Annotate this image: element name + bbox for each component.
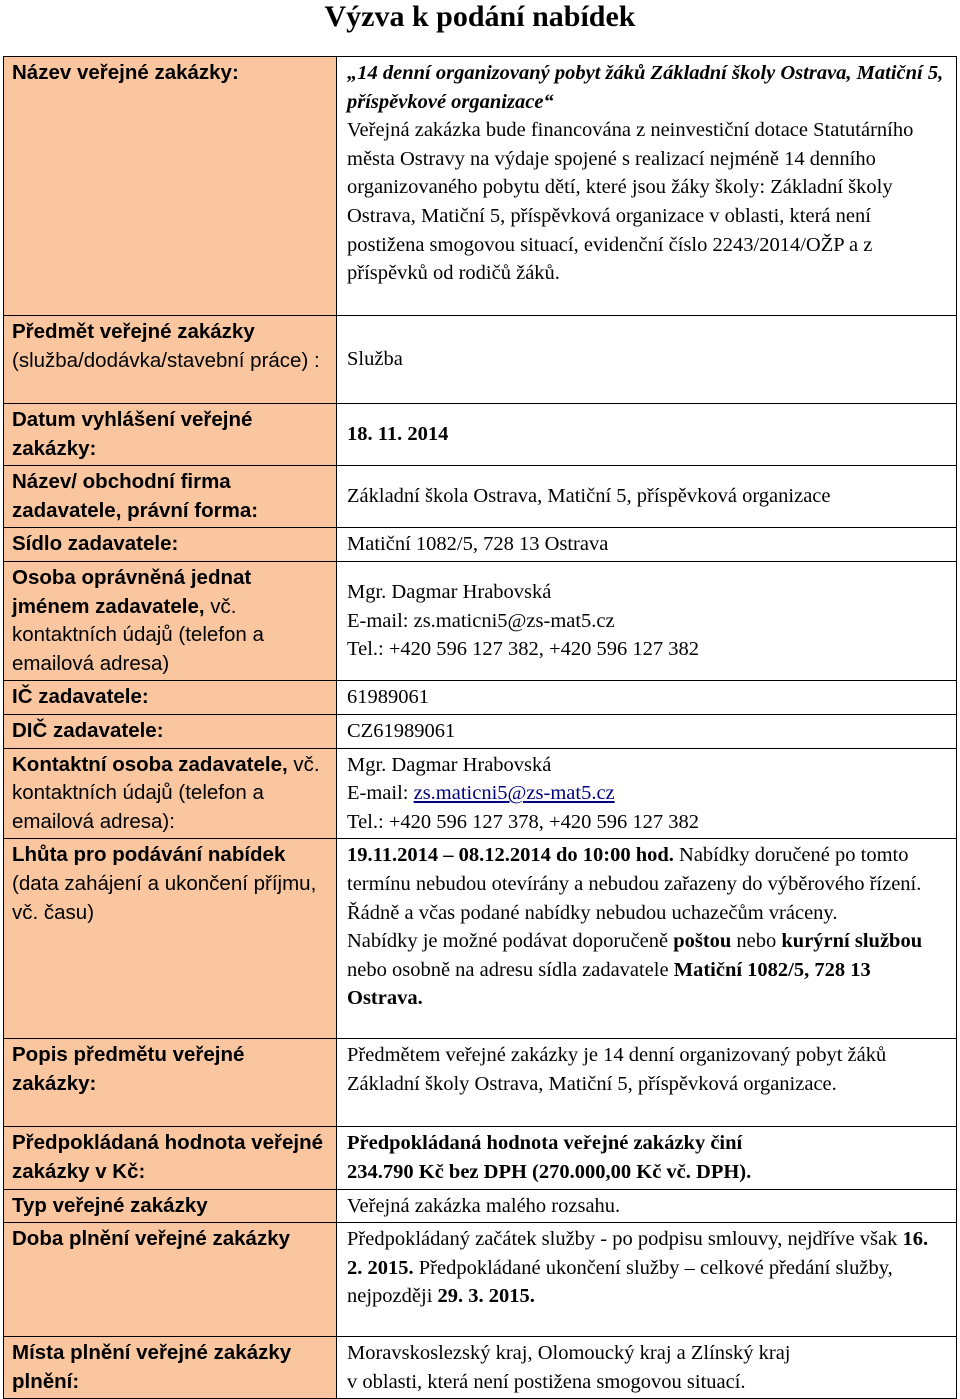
label-place: Místa plnění veřejné zakázky plnění: [4,1337,337,1399]
label-deadline-rest: (data zahájení a ukončení příjmu, vč. času) [12,871,317,924]
row-place [4,1337,957,1399]
value-contract-name [337,57,957,316]
place-line-2: v oblasti, která není postižena smogovou situací. [347,1370,746,1393]
label-subject-bold: Předmět veřejné zakázky [12,320,255,343]
row-ico [4,681,957,715]
value-place [337,1337,957,1399]
row-seat [4,528,957,562]
label-subject [4,316,337,404]
deadline-post: poštou [673,930,732,953]
label-type: Typ veřejné zakázky [4,1189,337,1223]
contact-email-link[interactable]: zs.maticni5@zs-mat5.cz [413,782,615,805]
value-deadline [337,839,957,1039]
label-contact-person [4,748,337,839]
duration-start-date: 16. 2. 2015. [347,1228,929,1279]
duration-end-date: 29. 3. 2015. [437,1285,535,1308]
row-deadline [4,839,957,1039]
value-authorized-person [337,561,957,680]
row-contact-person [4,748,957,839]
row-type [4,1189,957,1223]
deadline-paragraph-1 [347,841,948,927]
row-duration [4,1223,957,1337]
label-seat: Sídlo zadavatele: [4,528,337,562]
label-subject-rest: (služba/dodávka/stavební práce) : [12,348,320,372]
tender-info-table [3,56,957,1399]
label-estimated-value: Předpokládaná hodnota veřejné zakázky v Kč: [4,1127,337,1189]
row-contracting-authority [4,466,957,528]
contact-email-prefix: E-mail: [347,782,414,805]
value-type: Veřejná zakázka malého rozsahu. [337,1189,957,1223]
value-contracting-authority: Základní škola Ostrava, Matiční 5, příspěvková organizace [337,466,957,528]
deadline-text-2c: nebo [731,930,782,953]
value-description: Předmětem veřejné zakázky je 14 denní organizovaný pobyt žáků Základní školy Ostrava, Matiční 5, příspěvková organizace. [337,1039,957,1127]
value-seat: Matiční 1082/5, 728 13 Ostrava [337,528,957,562]
authorized-email: E-mail: zs.maticni5@zs-mat5.cz [347,609,615,632]
label-contract-name: Název veřejné zakázky: [4,57,337,316]
label-authorized-bold: Osoba oprávněná jednat jménem zadavatele, [12,565,252,618]
value-dic: CZ61989061 [337,714,957,748]
contact-name: Mgr. Dagmar Hrabovská [347,753,552,776]
label-authorized-rest1: vč. [204,594,237,618]
label-contact-rest: vč. kontaktních údajů (telefon a emailová adresa): [12,752,320,833]
row-dic [4,714,957,748]
authorized-phone: Tel.: +420 596 127 382, +420 596 127 382 [347,638,699,661]
deadline-text-2a: Nabídky je možné podávat doporučeně [347,930,674,953]
label-dic: DIČ zadavatele: [4,714,337,748]
label-description: Popis předmětu veřejné zakázky: [4,1039,337,1127]
value-estimated-value [337,1127,957,1189]
duration-text-c: Předpokládané ukončení služby – celkové předání služby, nejpozději [347,1256,893,1308]
value-contact-person [337,748,957,839]
authorized-name: Mgr. Dagmar Hrabovská [347,581,552,604]
deadline-courier: kurýrní službou [781,930,923,953]
row-contract-name [4,57,957,316]
contract-financing-text: Veřejná zakázka bude financována z neinvestiční dotace Statutárního města Ostravy na výdaje spojené s realizací nejméně 14 denního organizovaného pobytu dětí, které jsou žáky školy: Základní školy Ostrava, Matiční 5, příspěvková organizace v oblasti, která není postižena smogovou situací, evidenční číslo 2243/2014/OŽP a z příspěvků od rodičů žáků. [347,119,914,285]
estimated-line-1: Předpokládaná hodnota veřejné zakázky činí [347,1132,743,1155]
deadline-dates: 19.11.2014 – 08.12.2014 do 10:00 hod. [347,844,674,867]
document-title: Výzva k podání nabídek [324,0,636,33]
label-ico: IČ zadavatele: [4,681,337,715]
label-deadline-bold: Lhůta pro podávání nabídek [12,843,286,867]
deadline-address: Matiční 1082/5, 728 13 Ostrava. [347,958,871,1010]
deadline-text-2e: nebo osobně na adresu sídla zadavatele [347,958,674,981]
row-description [4,1039,957,1127]
value-date: 18. 11. 2014 [337,404,957,466]
label-contracting-authority: Název/ obchodní firma zadavatele, právní forma: [4,466,337,528]
row-date [4,404,957,466]
label-date: Datum vyhlášení veřejné zakázky: [4,404,337,466]
contact-phone: Tel.: +420 596 127 378, +420 596 127 382 [347,810,699,833]
place-line-1: Moravskoslezský kraj, Olomoucký kraj a Zlínský kraj [347,1342,791,1365]
row-authorized-person [4,561,957,680]
contract-title: „14 denní organizovaný pobyt žáků Základní školy Ostrava, Matiční 5, příspěvkové organizace“ [347,62,944,113]
label-contact-bold: Kontaktní osoba zadavatele, [12,752,288,776]
label-authorized-person [4,561,337,680]
duration-text-a: Předpokládaný začátek služby - po podpisu smlouvy, nejdříve však [347,1228,903,1251]
value-subject: Služba [337,316,957,404]
label-duration: Doba plnění veřejné zakázky [4,1223,337,1337]
row-estimated-value [4,1127,957,1189]
value-ico: 61989061 [337,681,957,715]
deadline-text-1: Nabídky doručené po tomto termínu nebudou otevírány a nebudou zařazeny do výběrového řízení. Řádně a včas podané nabídky nebudou uchazečům vráceny. [347,844,922,924]
label-deadline [4,839,337,1039]
row-subject [4,316,957,404]
contact-email-line [347,779,948,808]
deadline-paragraph-2 [347,927,948,1013]
estimated-line-2: 234.790 Kč bez DPH (270.000,00 Kč vč. DPH). [347,1160,752,1183]
label-authorized-rest2: kontaktních údajů (telefon a emailová adresa) [12,623,264,675]
value-duration [337,1223,957,1337]
